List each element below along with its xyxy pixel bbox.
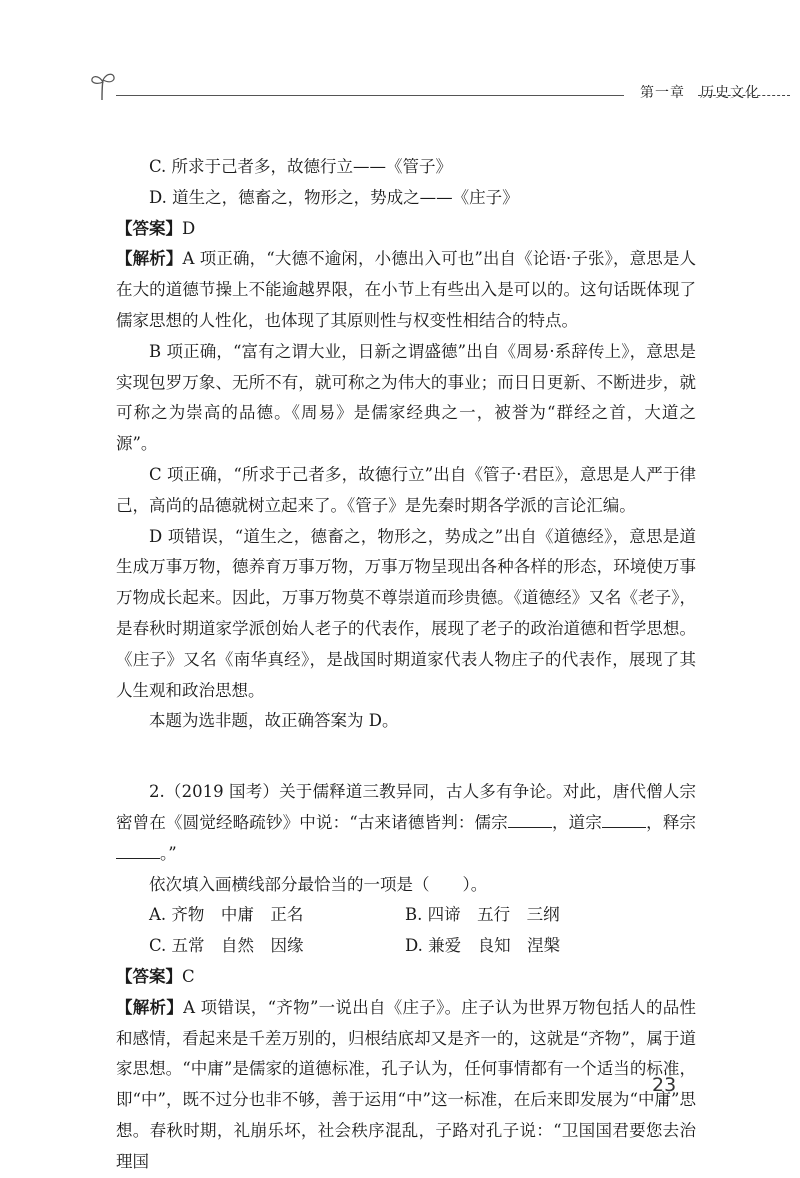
answer-value: C (182, 966, 195, 986)
stem-text: 。” (160, 843, 177, 863)
analysis-label: 【解析】 (116, 249, 183, 269)
q1-option-c: C. 所求于己者多，故德行立——《管子》 (149, 157, 453, 176)
stem-text: ，释宗 (646, 812, 697, 832)
q2-options-row-1 (116, 900, 696, 931)
option-c: C. 五常 自然 因缘 (149, 936, 304, 956)
blank-3 (116, 842, 160, 859)
option-a: A. 齐物 中庸 正名 (149, 905, 304, 925)
header-rule-left (116, 95, 624, 96)
q1-analysis-a (116, 244, 696, 336)
option-b: B. 四谛 五行 三纲 (405, 905, 560, 925)
blank-2 (602, 811, 646, 828)
q1-analysis-b: B 项正确，“富有之谓大业，日新之谓盛德”出自《周易·系辞传上》，意思是实现包罗万象、无所不有，就可称之为伟大的事业；而日日更新、不断进步，就可称之为崇高的品德。《周易》是儒家经典之一，被誉为“群经之首，大道之源”。 (116, 341, 696, 454)
header-rule-right (698, 95, 790, 96)
q2-prompt: 依次填入画横线部分最恰当的一项是（ ）。 (149, 874, 488, 894)
stem-text: ，道宗 (551, 812, 603, 832)
q2-analysis (116, 993, 696, 1178)
answer-label: 【答案】 (116, 966, 182, 986)
sprout-icon (88, 70, 118, 102)
answer-label: 【答案】 (116, 218, 182, 238)
blank-1 (508, 811, 552, 828)
q1-conclusion: 本题为选非题，故正确答案为 D。 (149, 711, 399, 731)
analysis-text: A 项错误，“齐物”一说出自《庄子》。庄子认为世界万物包括人的品性和感情，看起来是千差万别的，归根结底却又是齐一的，这就是“齐物”，属于道家思想。“中庸”是儒家的道德标准，孔子认为，任何事情都有一个适当的标准，即“中”，既不过分也非不够，善于运用“中”这一标准，在后来即发展为“中庸”思想。春秋时期，礼崩乐坏，社会秩序混乱，子路对孔子说：“卫国国君要您去治理国 (116, 997, 697, 1171)
answer-value: D (182, 218, 196, 238)
option-d: D. 兼爱 良知 涅槃 (405, 936, 561, 956)
q1-answer (116, 214, 696, 245)
analysis-label: 【解析】 (116, 997, 184, 1017)
chapter-title: 第一章 历史文化 (640, 85, 760, 101)
q2-stem (116, 777, 696, 869)
page-number: 23 (652, 1074, 677, 1096)
q2-answer (116, 962, 696, 993)
q2-options-row-2 (116, 931, 696, 962)
spacer (116, 737, 696, 777)
q1-option-d: D. 道生之，德畜之，物形之，势成之——《庄子》 (149, 187, 519, 207)
q1-analysis-d: D 项错误，“道生之，德畜之，物形之，势成之”出自《道德经》，意思是道生成万事万物，德养育万事万物，万事万物呈现出各种各样的形态，环境使万事万物成长起来。因此，万事万物莫不尊崇道而珍贵德。《道德经》又名《老子》，是春秋时期道家学派创始人老子的代表作，展现了老子的政治道德和哲学思想。《庄子》又名《南华真经》，是战国时期道家代表人物庄子的代表作，展现了其人生观和政治思想。 (116, 526, 696, 700)
q1-analysis-c: C 项正确，“所求于己者多，故德行立”出自《管子·君臣》，意思是人严于律己，高尚的品德就树立起来了。《管子》是先秦时期各学派的言论汇编。 (116, 464, 696, 515)
analysis-text: A 项正确，“大德不逾闲，小德出入可也”出自《论语·子张》，意思是人在大的道德节操上不能逾越界限，在小节上有些出入是可以的。这句话既体现了儒家思想的人性化，也体现了其原则性与权变性相结合的特点。 (116, 249, 696, 330)
stem-text: 2.（2019 国考）关于儒释道三教异同，古人多有争论。对此，唐代僧人宗密曾在《圆觉经略疏钞》中说：“古来诸德皆判：儒宗 (116, 782, 696, 832)
page-header (88, 68, 800, 108)
page-content (116, 152, 696, 1178)
